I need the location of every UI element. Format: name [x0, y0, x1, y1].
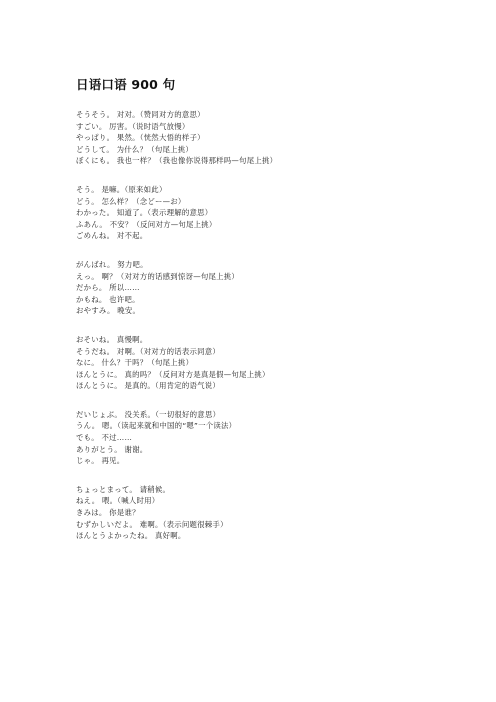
phrase-group-2 [76, 184, 476, 242]
phrase-line: むずかしいだよ。 难啊。（表示问题很棘手） [76, 519, 228, 529]
phrase-line: どう。 怎么样？（念どー—お） [76, 196, 186, 206]
phrase-line: おそいね。 真慢啊。 [76, 334, 148, 344]
phrase-line: ほんとうに。 是真的。（用肯定的语气说） [76, 381, 221, 391]
phrase-line: そうそう。 对对。（赞同对方的意思） [76, 110, 205, 119]
phrase-line: おやすみ。 晚安。 [76, 306, 141, 316]
phrase-line: ぼくにも。 我也一样？（我也像你说得那样吗—句尾上挑） [76, 156, 278, 166]
phrase-line: やっぱり。 果然。（恍然大悟的样子） [76, 133, 205, 143]
phrase-line: ごめんね。 对不起。 [76, 231, 148, 241]
phrase-group-1 [76, 109, 476, 167]
phrase-line: うん。 嗯。（读起来就和中国的“嗯”一个读法） [76, 421, 237, 431]
phrase-line: じゃ。 再见。 [76, 456, 125, 466]
phrase-line: かもね。 也许吧。 [76, 294, 140, 304]
phrase-line: わかった。 知道了。（表示理解的意思） [76, 208, 213, 218]
phrase-line: きみは。 你是谁？ [76, 508, 140, 518]
phrase-line: だから。 所以…… [76, 283, 140, 293]
phrase-line: だいじょぶ。 没关系。（一切很好的意思） [76, 409, 221, 419]
phrase-line: どうして。 为什么？（句尾上挑） [76, 144, 194, 154]
phrase-line: ほんとうに。 真的吗？（反问对方是真是假—句尾上挑） [76, 369, 270, 379]
phrase-line: すごい。 厉害。（说时语气放慢） [76, 121, 190, 131]
phrase-group-6 [76, 484, 476, 542]
phrase-line: ほんとうよかったね。 真好啊。 [76, 531, 186, 541]
phrase-line: ありがとう。 谢谢。 [76, 444, 148, 454]
phrase-line: えっ。 啊？（对对方的话感到惊讶—句尾上挑） [76, 271, 240, 281]
phrase-group-5 [76, 409, 476, 467]
page-title: 日语口语 900 句 [76, 77, 176, 92]
phrase-line: なに。 什么？干吗？（句尾上挑） [76, 358, 194, 368]
phrase-line: そうだね。 对啊。（对对方的话表示同意） [76, 346, 221, 356]
phrase-line: でも。 不过…… [76, 433, 133, 443]
phrase-line: そう。 是嘛。（原来如此） [76, 184, 167, 194]
phrase-line: がんばれ。 努力吧。 [76, 259, 148, 269]
phrase-line: ふあん。 不安？（反问对方—句尾上挑） [76, 219, 217, 229]
phrase-line: ちょっとまって。 请稍候。 [76, 484, 171, 494]
phrase-group-3 [76, 259, 476, 317]
phrase-line: ねえ。 喂。（喊人时用） [76, 496, 160, 506]
phrase-group-4 [76, 334, 476, 392]
phrase-list [76, 109, 476, 559]
